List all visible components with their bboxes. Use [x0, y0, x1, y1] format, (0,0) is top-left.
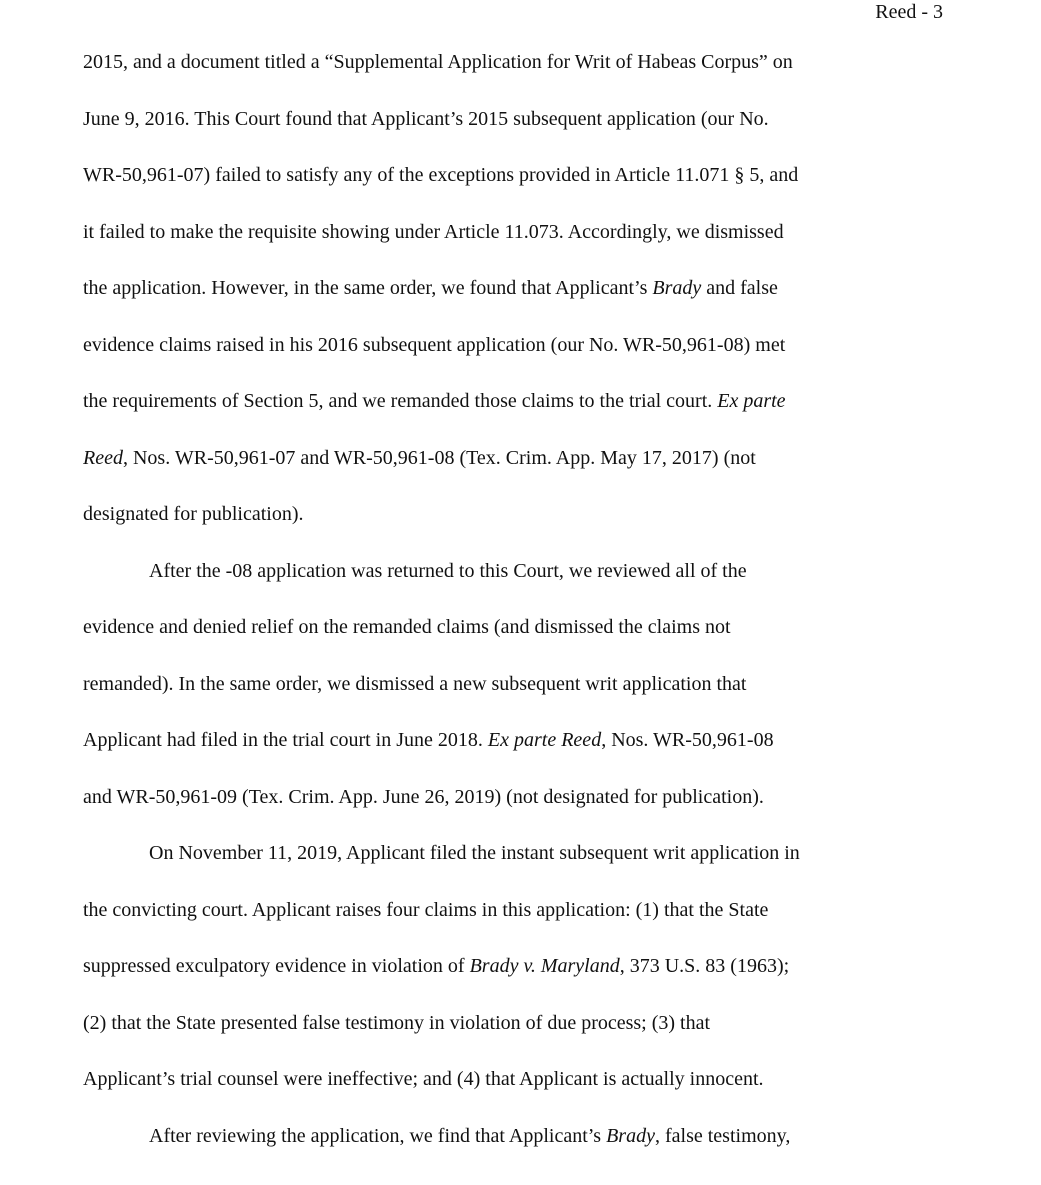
italic-citation: Ex parte Reed — [487, 729, 602, 751]
text-line — [83, 317, 953, 374]
text-line — [83, 34, 953, 91]
text-run: designated for publication). — [83, 503, 304, 525]
text-run: , Nos. WR-50,961-08 — [601, 729, 774, 751]
text-run: , Nos. WR-50,961-07 and WR-50,961-08 (Tex. Crim. App. May 17, 2017) (not — [122, 446, 756, 469]
text-run: (2) that the State presented false testimony in violation of due process; (3) that — [83, 1011, 711, 1034]
italic-citation: Brady v. Maryland — [469, 955, 620, 977]
text-line — [83, 260, 953, 317]
text-line — [83, 486, 953, 543]
text-run: , false testimony, — [654, 1124, 791, 1147]
italic-citation: Ex parte — [717, 390, 786, 412]
text-line — [83, 825, 953, 882]
text-line — [83, 204, 953, 261]
text-line — [83, 1051, 953, 1108]
text-run: evidence and denied relief on the remanded claims (and dismissed the claims not — [83, 616, 731, 638]
text-run: On November 11, 2019, Applicant filed the instant subsequent writ application in — [149, 842, 800, 864]
text-run: remanded). In the same order, we dismissed a new subsequent writ application that — [83, 672, 747, 695]
text-run: June 9, 2016. This Court found that Applicant’s 2015 subsequent application (our No. — [83, 107, 769, 130]
text-line — [83, 543, 953, 600]
text-line — [83, 1108, 953, 1165]
text-run: , 373 U.S. 83 (1963); — [619, 955, 790, 977]
opinion-body-text — [83, 34, 953, 1164]
text-run: suppressed exculpatory evidence in violation of — [83, 955, 470, 977]
text-line — [83, 430, 953, 487]
italic-citation: Brady — [606, 1124, 655, 1147]
text-line — [83, 995, 953, 1052]
text-run: WR-50,961-07) failed to satisfy any of the exceptions provided in Article 11.071 § 5, and — [83, 164, 799, 186]
text-run: and WR-50,961-09 (Tex. Crim. App. June 26, 2019) (not designated for publication). — [83, 785, 764, 808]
text-line — [83, 938, 953, 995]
text-line — [83, 147, 953, 204]
text-run: After reviewing the application, we find that Applicant’s — [149, 1124, 607, 1147]
italic-citation: Brady — [652, 277, 702, 299]
text-line — [83, 656, 953, 713]
page-number-label: Reed - 3 — [875, 1, 943, 23]
text-line — [83, 599, 953, 656]
italic-citation: Reed — [83, 446, 123, 469]
text-run: the requirements of Section 5, and we remanded those claims to the trial court. — [83, 390, 718, 412]
text-line — [83, 769, 953, 826]
text-line — [83, 712, 953, 769]
text-run: the convicting court. Applicant raises four claims in this application: (1) that the State — [83, 898, 769, 921]
text-run: After the -08 application was returned to this Court, we reviewed all of the — [149, 559, 747, 582]
text-run: 2015, and a document titled a “Supplemental Application for Writ of Habeas Corpus” on — [83, 51, 793, 73]
text-line — [83, 91, 953, 148]
text-run: Applicant’s trial counsel were ineffective; and (4) that Applicant is actually innocent. — [83, 1068, 764, 1090]
text-run: evidence claims raised in his 2016 subsequent application (our No. WR-50,961-08) met — [83, 333, 786, 356]
text-run: the application. However, in the same order, we found that Applicant’s — [83, 277, 653, 299]
text-run: it failed to make the requisite showing under Article 11.073. Accordingly, we dismissed — [83, 220, 784, 243]
text-run: Applicant had filed in the trial court in June 2018. — [83, 729, 488, 751]
text-line — [83, 882, 953, 939]
page-header — [875, 0, 943, 24]
text-line — [83, 373, 953, 430]
text-run: and false — [701, 277, 778, 299]
